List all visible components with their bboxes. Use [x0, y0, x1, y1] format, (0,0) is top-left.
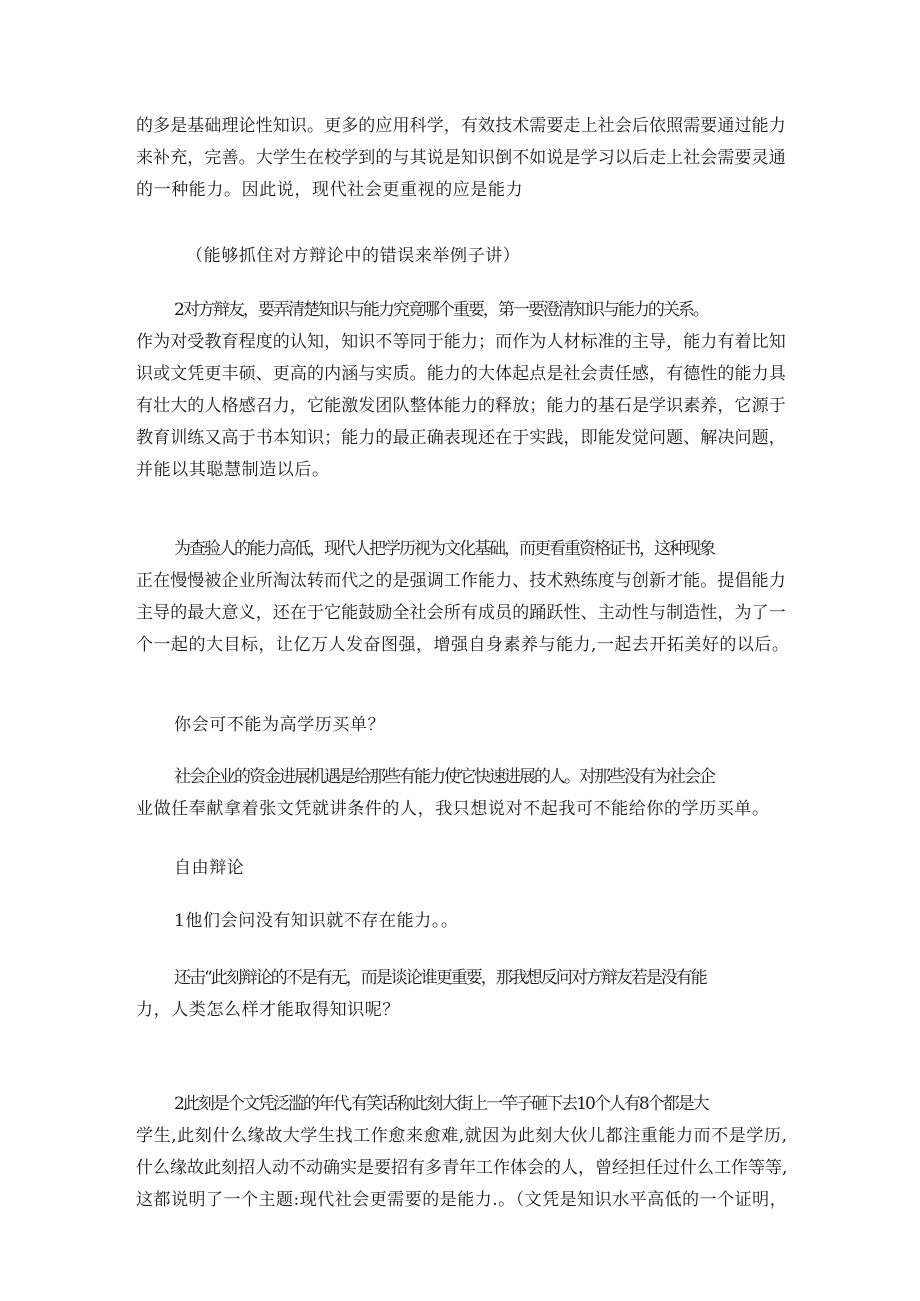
text-line: 并能以其聪慧制造以后。 — [136, 460, 330, 480]
paragraph-10 — [136, 1088, 788, 1216]
paragraph-1 — [136, 110, 788, 206]
text-line: 识或文凭更丰硕、更高的内涵与实质。能力的大体起点是社会责任感，有德性的能力具 — [136, 364, 786, 384]
text-line: （能够抓住对方辩论中的错误来举例子讲） — [186, 246, 521, 266]
section-heading-free-debate — [174, 852, 826, 884]
paragraph-6 — [136, 761, 788, 825]
text-line: 自由辩论 — [174, 858, 245, 878]
text-line: 教育训练又高于书本知识；能力的最正确表现还在于实践，即能发觉问题、解决问题， — [136, 428, 786, 448]
text-line: 正在慢慢被企业所淘汰转而代之的是强调工作能力、技术熟练度与创新才能。提倡能力 — [136, 571, 786, 591]
text-line: 来补充，完善。大学生在校学到的与其说是知识倒不如说是学习以后走上社会需要灵通 — [136, 148, 786, 168]
text-line: 力，人类怎么样才能取得知识呢？ — [136, 1000, 400, 1020]
text-line: 有壮大的人格感召力，它能激发团队整体能力的释放；能力的基石是学识素养，它源于 — [136, 396, 786, 416]
paragraph-8 — [174, 905, 826, 937]
text-line: 的多是基础理论性知识。更多的应用科学，有效技术需要走上社会后依照需要通过能力 — [136, 116, 786, 136]
text-line: 还击“此刻辩论的不是有无，而是谈论谁更重要，那我想反问对方辩友若是没有能 — [174, 968, 706, 988]
text-line: 的一种能力。因此说，现代社会更重视的应是能力 — [136, 180, 524, 200]
paragraph-4 — [136, 533, 788, 661]
paragraph-3 — [136, 294, 788, 486]
paragraph-2-note — [186, 240, 838, 272]
text-line: 个一起的大目标，让亿万人发奋图强，增强自身素养与能力,一起去开拓美好的以后。 — [136, 635, 790, 655]
text-line: 2此刻是个文凭泛滥的年代,有笑话称此刻大街上一竿子砸下去10个人有8个都是大 — [174, 1094, 708, 1114]
text-line: 业做任奉献拿着张文凭就讲条件的人，我只想说对不起我可不能给你的学历买单。 — [136, 799, 770, 819]
text-line: 主导的最大意义，还在于它能鼓励全社会所有成员的踊跃性、主动性与制造性，为了一 — [136, 603, 786, 623]
paragraph-9 — [136, 962, 788, 1026]
text-line: 作为对受教育程度的认知，知识不等同于能力；而作为人材标准的主导，能力有着比知 — [136, 332, 786, 352]
text-line: 社会企业的资金进展机遇是给那些有能力使它快速进展的人。对那些没有为社会企 — [174, 767, 714, 787]
text-line: 这都说明了一个主题:现代社会更需要的是能力.。（文凭是知识水平高低的一个证明， — [136, 1190, 788, 1210]
paragraph-5-question — [174, 709, 826, 741]
text-line: 2对方辩友，要弄清楚知识与能力究竟哪个重要，第一要澄清知识与能力的关系。 — [174, 300, 708, 320]
text-line: 学生,此刻什么缘故大学生找工作愈来愈难,就因为此刻大伙儿都注重能力而不是学历, — [136, 1126, 788, 1146]
text-line: 1他们会问没有知识就不存在能力。。 — [174, 911, 459, 931]
text-line: 为查验人的能力高低，现代人把学历视为文化基础，而更看重资格证书，这种现象 — [174, 539, 714, 559]
text-line: 什么缘故此刻招人动不动确实是要招有多青年工作体会的人，曾经担任过什么工作等等, — [136, 1158, 788, 1178]
text-line: 你会可不能为高学历买单？ — [174, 715, 386, 735]
